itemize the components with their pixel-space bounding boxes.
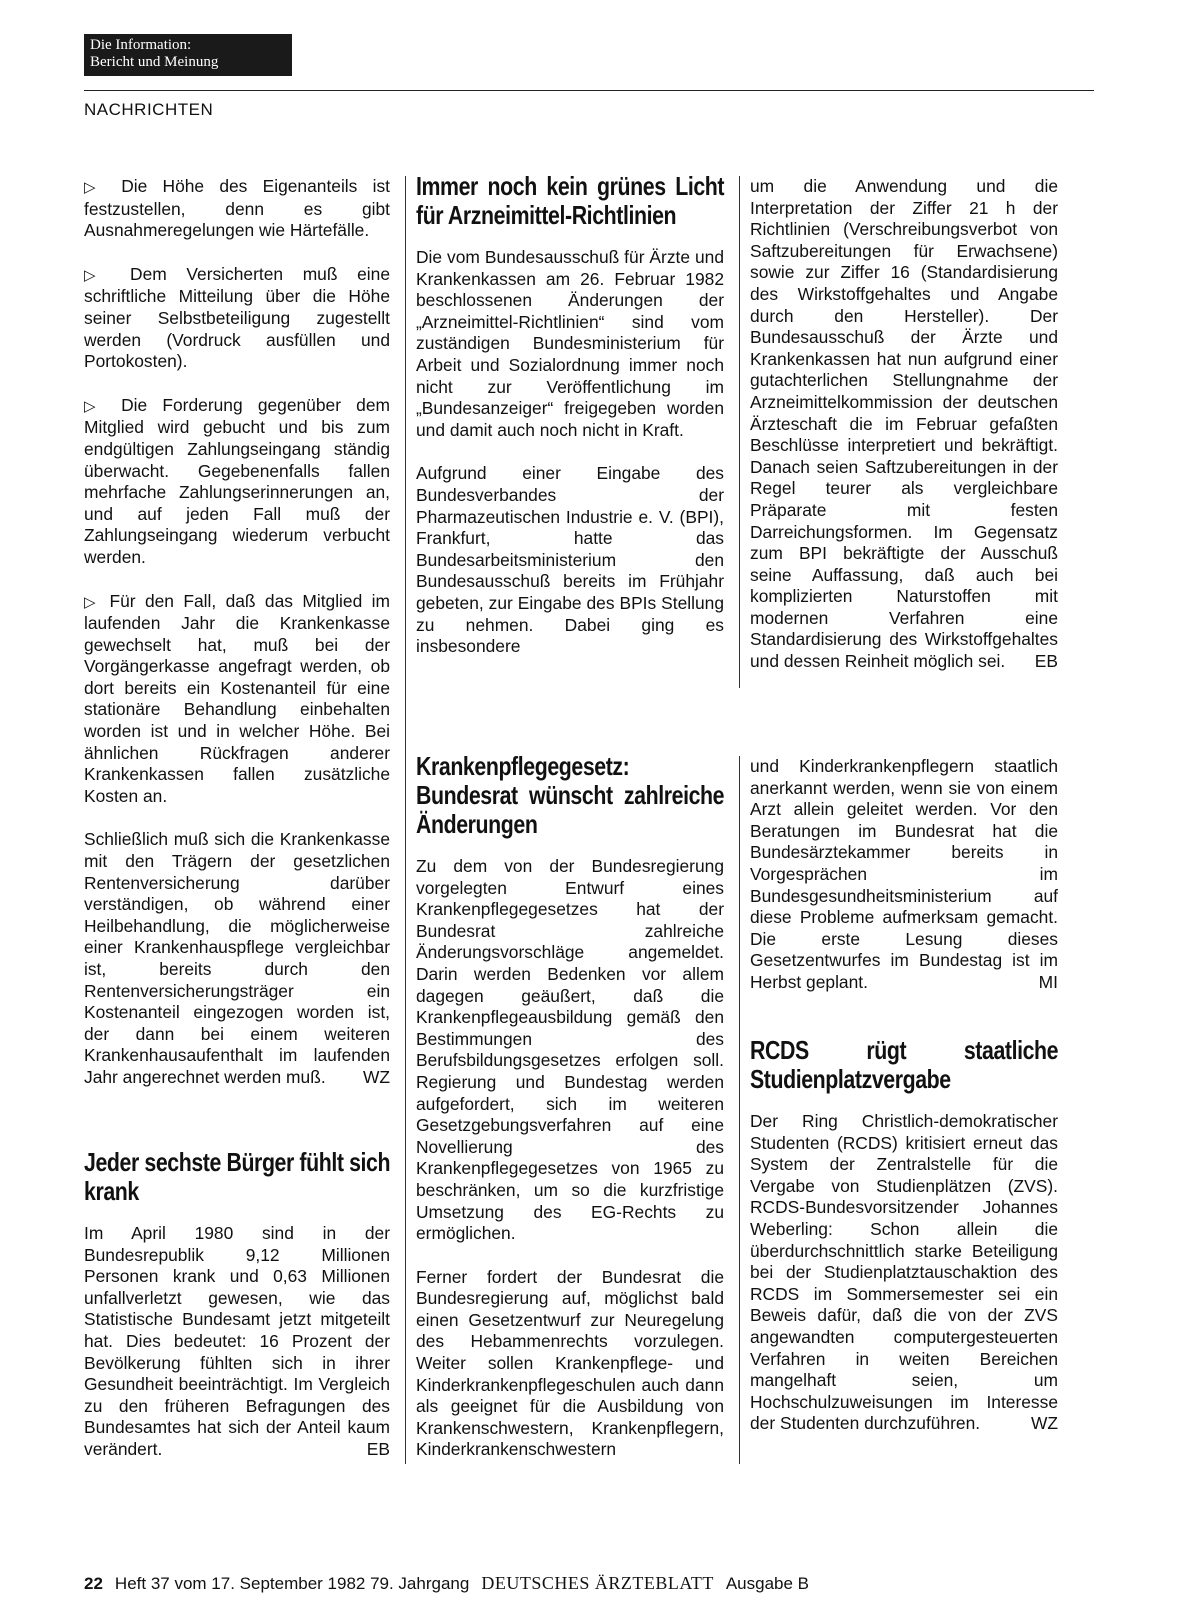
headline: Krankenpflegegesetz: Bundesrat wünscht zahlreiche Änderungen xyxy=(416,751,725,839)
article-jeder-sechste xyxy=(84,1148,390,1461)
column-rule xyxy=(739,756,740,1464)
paragraph-text: Dem Versicherten muß eine schriftliche Mitteilung über die Höhe seiner Selbstbeteiligung zugestellt werden (Vordruck ausfüllen und Portokosten). xyxy=(84,263,390,372)
page-footer xyxy=(84,1573,809,1594)
author-signature: EB xyxy=(366,1438,390,1459)
bullet-triangle-icon: ▷ xyxy=(84,266,111,284)
author-signature: MI xyxy=(1038,971,1058,992)
paragraph xyxy=(416,247,724,441)
journal-name: DEUTSCHES ÄRZTEBLATT xyxy=(481,1573,714,1593)
paragraph xyxy=(750,1111,1058,1435)
author-signature: EB xyxy=(1034,651,1058,672)
top-rule xyxy=(84,90,1094,91)
column-rule xyxy=(405,176,406,1464)
paragraph-text: Ferner fordert der Bundesrat die Bundesregierung auf, möglichst bald einen Gesetzentwurf zur Neuregelung des Hebammenrechts vorzulegen. Weiter sollen Krankenpflege- und Kinderkrankenpflegeschulen auch dann als geeignet für die Ausbildung von Krankenschwestern, Krankenpflegern, Kinderkrankenschwestern xyxy=(416,1266,724,1460)
bullet-paragraph xyxy=(84,591,390,808)
page-number: 22 xyxy=(84,1574,103,1593)
bullet-triangle-icon: ▷ xyxy=(84,593,101,611)
article-krankenpflegegesetz xyxy=(416,752,724,1461)
issue-info: Heft 37 vom 17. September 1982 79. Jahrgang xyxy=(114,1574,470,1593)
bullet-triangle-icon: ▷ xyxy=(84,179,106,196)
paragraph xyxy=(416,463,724,657)
paragraph xyxy=(84,829,390,1088)
author-signature: WZ xyxy=(1030,1413,1058,1434)
headline: Immer noch kein grünes Licht für Arzneimittel-Richtlinien xyxy=(416,171,725,230)
bullet-paragraph xyxy=(84,395,390,569)
paragraph-text: Die vom Bundesausschuß für Ärzte und Krankenkassen am 26. Februar 1982 beschlossenen Änderungen der „Arzneimittel-Richtlinien“ sind vom zuständigen Bundesministerium für Arbeit und Sozialordnung immer noch nicht zur Veröffentlichung im „Bundesanzeiger“ freigegeben worden und damit auch noch nicht in Kraft. xyxy=(416,247,724,440)
paragraph xyxy=(416,1267,724,1461)
bullet-triangle-icon: ▷ xyxy=(84,397,106,415)
paragraph-text: Im April 1980 sind in der Bundesrepublik 9,12 Millionen Personen krank und 0,63 Millionen unfallverletzt gewesen, wie das Statistische Bundesamt jetzt mitgeteilt hat. Dies bedeutet: 16 Prozent der Bevölkerung fühlten sich in ihrer Gesundheit beeinträchtigt. Im Vergleich zu den früheren Befragungen des Bundesamtes hat sich der Anteil kaum verändert. xyxy=(84,1223,390,1459)
paragraph-text: Die Forderung gegenüber dem Mitglied wird gebucht und bis zum endgültigen Zahlungseingang ständig überwacht. Gegebenenfalls fallen mehrfache Zahlungserinnerungen an, und auf jeden Fall muß der Zahlungseingang wiederum verbucht werden. xyxy=(84,394,391,567)
masthead xyxy=(84,34,292,76)
paragraph-text: und Kinderkrankenpflegern staatlich anerkannt werden, wenn sie von einem Arzt allein geleitet werden. Vor den Beratungen im Bundesrat hat die Bundesärztekammer bereits in Vorgesprächen im Bundesgesundheitsministerium auf diese Probleme aufmerksam gemacht. Die erste Lesung dieses Gesetzentwurfes im Bundestag ist im Herbst geplant. xyxy=(750,756,1058,992)
section-label: NACHRICHTEN xyxy=(84,100,214,119)
edition: Ausgabe B xyxy=(725,1574,810,1593)
article-krankenpflegegesetz-continued xyxy=(750,756,1058,994)
paragraph xyxy=(416,856,724,1245)
masthead-line2: Bericht und Meinung xyxy=(90,54,219,70)
paragraph-text: Schließlich muß sich die Krankenkasse mit den Trägern der gesetzlichen Rentenversicherung darüber verständigen, ob während einer Heilbehandlung, die möglicherweise einer Krankenhauspflege vergleichbar ist, bereits durch den Rentenversicherungsträger ein Kostenanteil eingezogen worden ist, der dann bei einem weiteren Krankenhausaufenthalt im laufenden Jahr angerechnet werden muß. xyxy=(84,829,390,1087)
headline: RCDS rügt staatliche Studienplatzvergabe xyxy=(750,1035,1059,1094)
paragraph xyxy=(750,756,1058,994)
paragraph xyxy=(84,1223,390,1461)
paragraph-text: um die Anwendung und die Interpretation der Ziffer 21 h der Richtlinien (Verschreibungsverbot von Saftzubereitungen für Erwachsene) sowie zur Ziffer 16 (Standardisierung des Wirkstoffgehaltes und Angabe durch den Hersteller). Der Bundesausschuß der Ärzte und Krankenkassen hat nun aufgrund einer gutachterlichen Stellungnahme der Arzneimittelkommission der deutschen Ärzteschaft die im Februar gefaßten Beschlüsse interpretiert und bekräftigt. Danach seien Saftzubereitungen in der Regel teurer als vergleichbare Präparate mit festen Darreichungsformen. Im Gegensatz zum BPI bekräftigte der Ausschuß seine Auffassung, daß auch bei komplizierten Naturstoffen mit modernen Verfahren eine Standardisierung des Wirkstoffgehaltes und dessen Reinheit möglich sei. xyxy=(750,176,1058,672)
column-rule xyxy=(739,176,740,688)
paragraph-text: Zu dem von der Bundesregierung vorgelegten Entwurf eines Krankenpflegegesetzes hat der Bundesrat zahlreiche Änderungsvorschläge angemeldet. Darin werden Bedenken vor allem dagegen geäußert, daß die Krankenpflegeausbildung gemäß den Bestimmungen des Berufsbildungsgesetzes erfolgen soll. Regierung und Bundestag werden aufgefordert, sich im weiteren Gesetzgebungsverfahren auf eine Novellierung des Krankenpflegegesetzes von 1965 zu beschränken, um so die kurzfristige Umsetzung des EG-Rechts zu ermöglichen. xyxy=(416,856,724,1244)
paragraph-text: Die Höhe des Eigenanteils ist festzustellen, denn es gibt Ausnahmeregelungen wie Härtefälle. xyxy=(84,176,390,241)
bullet-paragraph xyxy=(84,264,390,373)
paragraph-text: Für den Fall, daß das Mitglied im laufenden Jahr die Krankenkasse gewechselt hat, muß bei der Vorgängerkasse angefragt werden, ob dort bereits ein Kostenanteil für eine stationäre Behandlung einbehalten worden ist und in welcher Höhe. Bei ähnlichen Rückfragen anderer Krankenkassen fallen zusätzliche Kosten an. xyxy=(84,590,390,806)
paragraph-text: Der Ring Christlich-demokratischer Studenten (RCDS) kritisiert erneut das System der Zentralstelle für die Vergabe von Studienplätzen (ZVS). RCDS-Bundesvorsitzender Johannes Weberling: Schon allein die überdurchschnittlich starke Beteiligung bei der Studienplatztauschaktion des RCDS im Sommersemester sei ein Beweis dafür, daß die von der ZVS angewandten computergesteuerten Verfahren in weiten Bereichen mangelhaft seien, um Hochschulzuweisungen im Interesse der Studenten durchzuführen. xyxy=(750,1111,1058,1434)
masthead-line1: Die Information: xyxy=(90,37,192,53)
paragraph-text: Aufgrund einer Eingabe des Bundesverbandes der Pharmazeutischen Industrie e. V. (BPI), Frankfurt, hatte das Bundesarbeitsministerium den Bundesausschuß bereits im Frühjahr gebeten, zur Eingabe des BPIs Stellung zu nehmen. Dabei ging es insbesondere xyxy=(416,463,724,657)
column-1 xyxy=(84,176,390,1111)
bullet-paragraph xyxy=(84,176,390,242)
author-signature: WZ xyxy=(362,1066,390,1087)
headline: Jeder sechste Bürger fühlt sich krank xyxy=(84,1147,391,1206)
article-arzneimittel xyxy=(416,172,724,658)
paragraph xyxy=(750,176,1058,673)
article-arzneimittel-continued xyxy=(750,176,1058,673)
article-rcds xyxy=(750,1036,1058,1435)
